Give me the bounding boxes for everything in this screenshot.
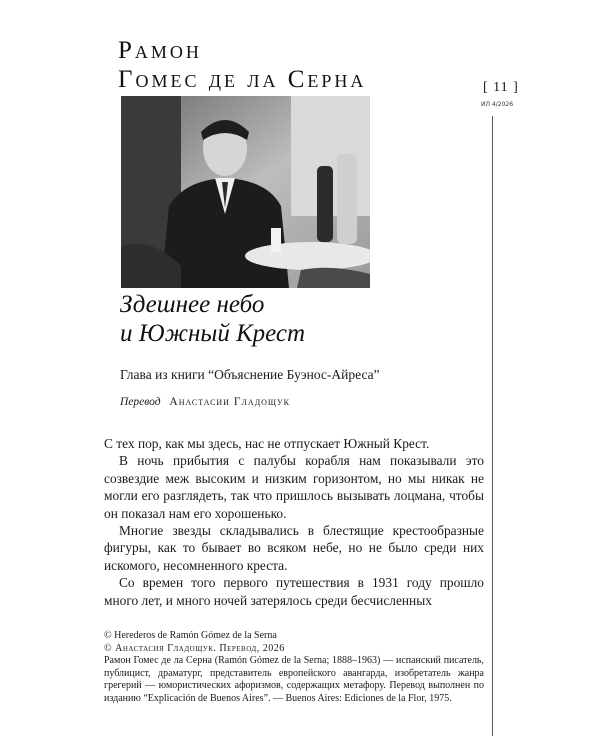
- author-photo: [121, 96, 370, 288]
- author-name-line1: Рамон: [118, 37, 202, 64]
- copyright-original: © Herederos de Ramón Gómez de la Serna: [104, 630, 277, 641]
- author-name-line2: Гомес де ла Серна: [118, 66, 367, 93]
- copyright-notes: [104, 630, 484, 706]
- article-title-line2: и Южный Крест: [120, 320, 306, 347]
- body-paragraph: Многие звезды складывались в блестящие крестообразные фигуры, как то бывает во всяком небе, но не было среди них искомого, несомненного креста.: [104, 523, 484, 573]
- body-paragraph: Со времен того первого путешествия в 1931 году прошло много лет, и много ночей затерялось среди бесчисленных: [104, 575, 484, 608]
- issue-label: ИЛ 4/2026: [481, 101, 514, 108]
- article-body: [104, 435, 484, 609]
- copyright-translation: © Анастасия Гладощук. Перевод, 2026: [104, 642, 285, 654]
- author-name: [118, 36, 366, 94]
- article-title-line1: Здешнее небо: [120, 291, 265, 318]
- body-paragraph: В ночь прибытия с палубы корабля нам показывали это созвездие меж высоким и низким горизонтом, но мы никак не могли его разглядеть, так что пришлось вызывать лоцмана, чтобы он показал нам его хорошенько.: [104, 453, 484, 521]
- margin-rule: [492, 116, 493, 736]
- page-number: [ 11 ]: [483, 80, 519, 95]
- article-subtitle: Глава из книги “Объяснение Буэнос-Айреса”: [120, 367, 380, 382]
- article-title: [120, 290, 305, 348]
- translator-credit: [120, 396, 290, 408]
- body-paragraph: С тех пор, как мы здесь, нас не отпускает Южный Крест.: [104, 436, 430, 451]
- author-bio-note: Рамон Гомес де ла Серна (Ramón Gómez de la Serna; 1888–1963) — испанский писатель, публицист, драматург, представитель европейского авангарда, изобретатель жанра грегерий — юмористических афоризмов, содержащих метафору. Перевод выполнен по изданию “Explicación de Buenos Aires”. — Buenos Aires: Ediciones de la Flor, 1975.: [104, 655, 484, 704]
- translator-label: Перевод: [120, 396, 161, 408]
- translator-name: Анастасии Гладощук: [169, 396, 290, 408]
